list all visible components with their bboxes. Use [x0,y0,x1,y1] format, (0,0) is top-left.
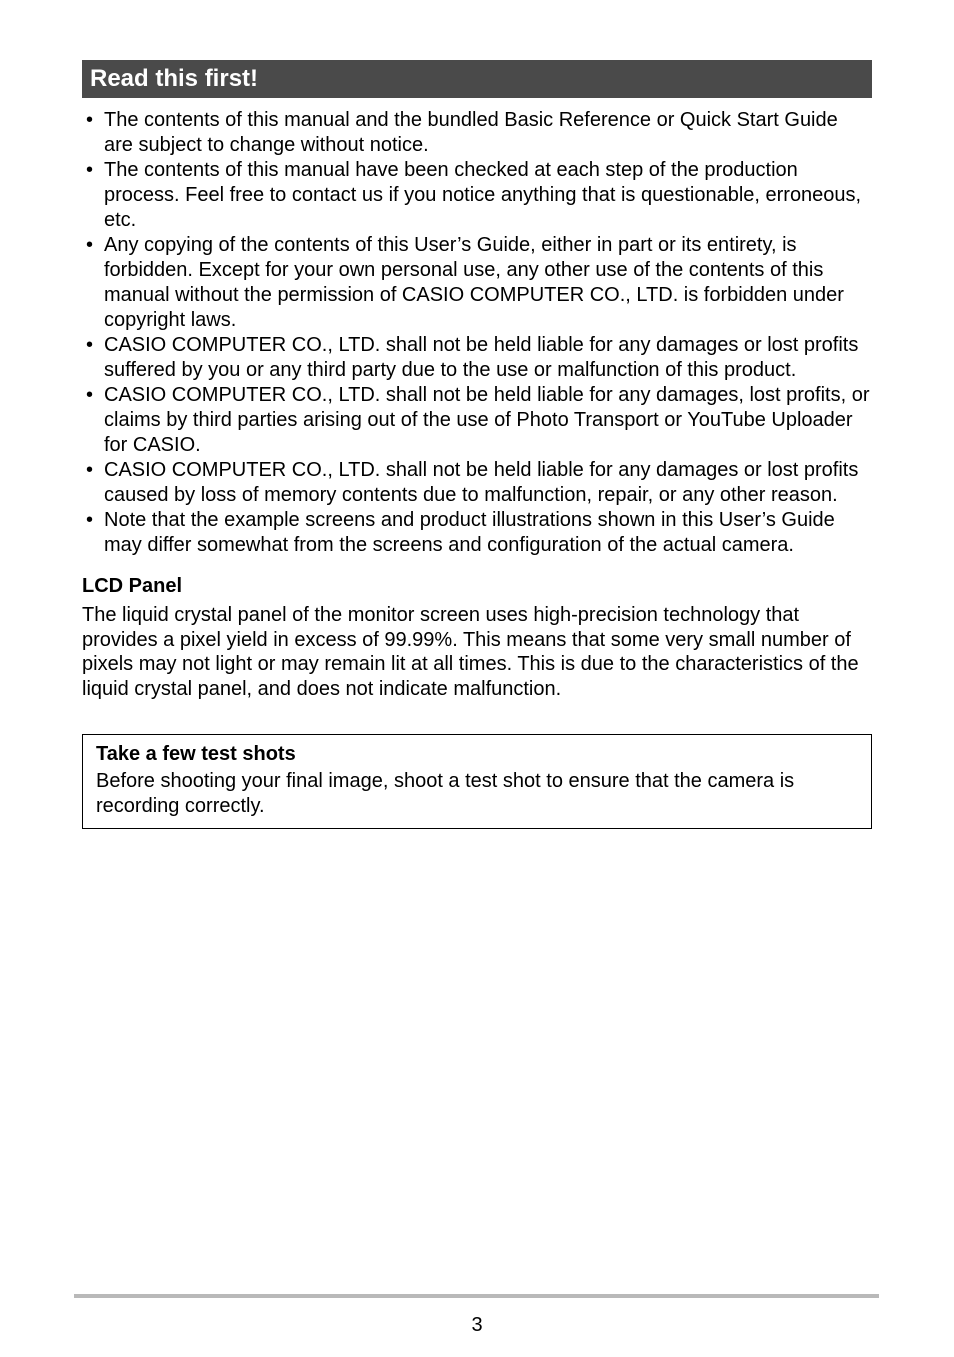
lcd-panel-body: The liquid crystal panel of the monitor screen uses high-precision technology that provides a pixel yield in excess of 99.99%. This means that some very small number of pixels may not light or may remain lit at all times. This is due to the characteristics of the liquid crystal panel, and does not indicate malfunction. [82,604,859,700]
list-item [82,458,872,508]
lcd-panel-heading: LCD Panel [82,575,183,597]
list-item-text: CASIO COMPUTER CO., LTD. shall not be held liable for any damages, lost profits, or claims by third parties arising out of the use of Photo Transport or YouTube Uploader for CASIO. [104,384,870,456]
list-item-text: CASIO COMPUTER CO., LTD. shall not be held liable for any damages or lost profits caused by loss of memory contents due to malfunction, repair, or any other reason. [104,459,859,506]
test-shots-body: Before shooting your final image, shoot a test shot to ensure that the camera is recording correctly. [96,770,795,817]
list-item [82,233,872,333]
page-number: 3 [471,1314,483,1336]
bullet-icon: • [86,234,94,256]
list-item-text: The contents of this manual and the bundled Basic Reference or Quick Start Guide are subject to change without notice. [104,109,838,156]
bullet-icon: • [86,334,94,356]
bullet-icon: • [86,159,94,181]
page-title-bar [82,60,872,98]
bullet-icon: • [86,459,94,481]
test-shots-heading: Take a few test shots [96,743,296,765]
bullet-icon: • [86,384,94,406]
page-content [82,60,872,829]
list-item [82,108,872,158]
list-item [82,508,872,558]
notice-list [82,108,872,558]
bullet-icon: • [86,109,94,131]
footer-divider [74,1294,879,1298]
bullet-icon: • [86,509,94,531]
list-item-text: Note that the example screens and product illustrations shown in this User’s Guide may differ somewhat from the screens and configuration of the actual camera. [104,509,835,556]
list-item [82,383,872,458]
list-item-text: Any copying of the contents of this User’s Guide, either in part or its entirety, is forbidden. Except for your own personal use, any other use of the contents of this manual without the permission of CASIO COMPUTER CO., LTD. is forbidden under copyright laws. [104,234,844,331]
list-item-text: The contents of this manual have been checked at each step of the production process. Feel free to contact us if you notice anything that is questionable, erroneous, etc. [104,159,862,231]
list-item-text: CASIO COMPUTER CO., LTD. shall not be held liable for any damages or lost profits suffered by you or any third party due to the use or malfunction of this product. [104,334,859,381]
test-shots-note-box [82,734,872,829]
list-item [82,333,872,383]
list-item [82,158,872,233]
page-title: Read this first! [90,65,259,92]
